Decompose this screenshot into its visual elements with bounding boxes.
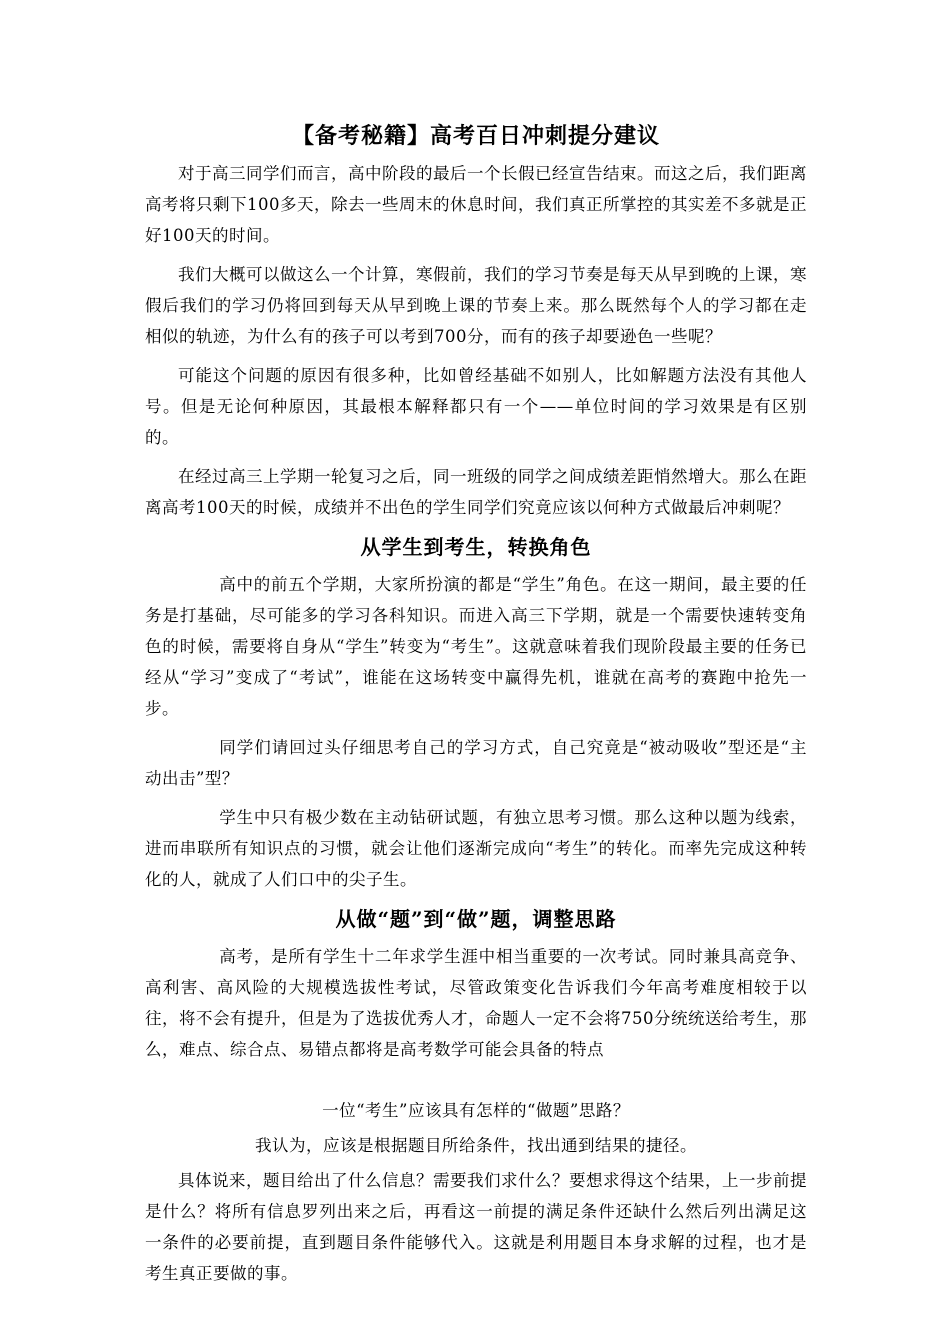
intro-paragraph-1: 对于高三同学们而言，高中阶段的最后一个长假已经宣告结束。而这之后，我们距离高考将只剩下100多天，除去一些周末的休息时间，我们真正所掌控的其实差不多就是正好100天的时间。 xyxy=(145,164,807,245)
section-1-paragraph-1: 高中的前五个学期，大家所扮演的都是“学生”角色。在这一期间，最主要的任务是打基础，尽可能多的学习各科知识。而进入高三下学期，就是一个需要快速转变角色的时候，需要将自身从“学生”转变为“考生”。这就意味着我们现阶段最主要的任务已经从“学习”变成了“考试”，谁能在这场转变中赢得先机，谁就在高考的赛跑中抢先一步。 xyxy=(145,575,807,718)
section-2-question: 一位“考生”应该具有怎样的“做题”思路？ xyxy=(322,1101,630,1120)
section-2-final-paragraph: 具体说来，题目给出了什么信息？需要我们求什么？要想求得这个结果，上一步前提是什么？将所有信息罗列出来之后，再看这一前提的满足条件还缺什么然后列出满足这一条件的必要前提，直到题目条件能够代入。这就是利用题目本身求解的过程，也才是考生真正要做的事。 xyxy=(145,1171,807,1283)
section-2-answer: 我认为，应该是根据题目所给条件，找出通到结果的捷径。 xyxy=(255,1136,697,1155)
document-body xyxy=(145,118,807,1297)
section-2-heading: 从做“题”到“做”题，调整思路 xyxy=(335,907,617,931)
intro-paragraph-3: 可能这个问题的原因有很多种，比如曾经基础不如别人，比如解题方法没有其他人号。但是无论何种原因，其最根本解释都只有一个——单位时间的学习效果是有区别的。 xyxy=(145,366,807,447)
spacer xyxy=(145,1073,807,1095)
section-1-paragraph-3: 学生中只有极少数在主动钻研试题，有独立思考习惯。那么这种以题为线索，进而串联所有知识点的习惯，就会让他们逐渐完成向“考生”的转化。而率先完成这种转化的人，就成了人们口中的尖子生。 xyxy=(145,808,807,889)
document-title: 【备考秘籍】高考百日冲刺提分建议 xyxy=(291,123,660,149)
section-1-paragraph-2: 同学们请回过头仔细思考自己的学习方式，自己究竟是“被动吸收”型还是“主动出击”型？ xyxy=(145,738,807,788)
intro-paragraph-4: 在经过高三上学期一轮复习之后，同一班级的同学之间成绩差距悄然增大。那么在距离高考100天的时候，成绩并不出色的学生同学们究竟应该以何种方式做最后冲刺呢？ xyxy=(145,467,807,517)
intro-paragraph-2: 我们大概可以做这么一个计算，寒假前，我们的学习节奏是每天从早到晚的上课，寒假后我们的学习仍将回到每天从早到晚上课的节奏上来。那么既然每个人的学习都在走相似的轨迹，为什么有的孩子可以考到700分，而有的孩子却要逊色一些呢？ xyxy=(145,265,807,346)
section-2-paragraph-1: 高考，是所有学生十二年求学生涯中相当重要的一次考试。同时兼具高竞争、高利害、高风险的大规模选拔性考试，尽管政策变化告诉我们今年高考难度相较于以往，将不会有提升，但是为了选拔优秀人才，命题人一定不会将750分统统送给考生，那么，难点、综合点、易错点都将是高考数学可能会具备的特点 xyxy=(145,947,807,1059)
section-1-heading: 从学生到考生，转换角色 xyxy=(360,535,592,559)
